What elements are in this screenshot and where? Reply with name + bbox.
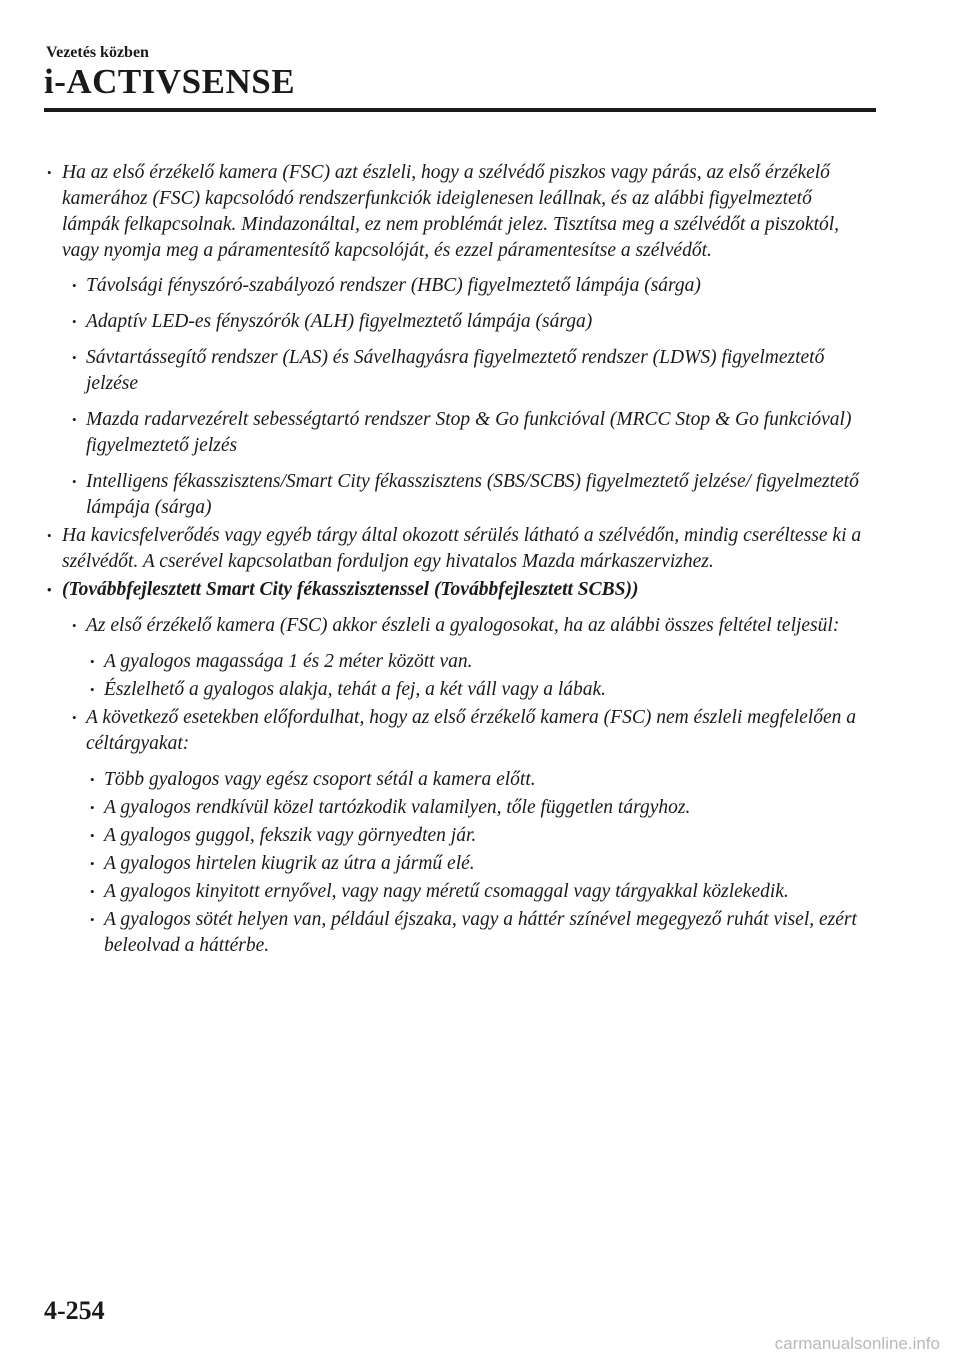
bullet-item: • Sávtartássegítő rendszer (LAS) és Sávelhagyásra figyelmeztető rendszer (LDWS) figyelmeztető jelzése — [46, 345, 872, 397]
bullet-item: • Távolsági fényszóró-szabályozó rendszer (HBC) figyelmeztető lámpája (sárga) — [46, 273, 872, 299]
sub-bullet-item: • A gyalogos guggol, fekszik vagy görnyedten jár. — [46, 823, 872, 849]
bullet-item: • Az első érzékelő kamera (FSC) akkor észleli a gyalogosokat, ha az alábbi összes feltétel teljesül: — [46, 613, 872, 639]
bullet-item: • Mazda radarvezérelt sebességtartó rendszer Stop & Go funkcióval (MRCC Stop & Go funkcióval) figyelmeztető jelzés — [46, 407, 872, 459]
sub-bullet-item: • A gyalogos magassága 1 és 2 méter között van. — [46, 649, 872, 675]
bullet-item: • Intelligens fékasszisztens/Smart City fékasszisztens (SBS/SCBS) figyelmeztető jelzése/ figyelmeztető lámpája (sárga) — [46, 469, 872, 521]
sub-bullet-item: • Észlelhető a gyalogos alakja, tehát a fej, a két váll vagy a lábak. — [46, 677, 872, 703]
sub-bullet-item: • A gyalogos sötét helyen van, például éjszaka, vagy a háttér színével megegyező ruhát visel, ezért beleolvad a háttérbe. — [46, 907, 872, 959]
sub-bullet-item: • A gyalogos rendkívül közel tartózkodik valamilyen, tőle független tárgyhoz. — [46, 795, 872, 821]
page-number: 4-254 — [44, 1296, 105, 1325]
bullet-item: • Ha az első érzékelő kamera (FSC) azt észleli, hogy a szélvédő piszkos vagy párás, az első érzékelő kamerához (FSC) kapcsolódó rendszerfunkciók ideiglenesen leállnak, és az alábbi figyelmeztető lámpák felkapcsolnak. Mindazonáltal, ez nem problémát jelez. Tisztítsa meg a szélvédőt a piszoktól, vagy nyomja meg a páramentesítő kapcsolóját, és ezzel páramentesítse a szélvédőt. — [46, 160, 872, 264]
page-title: i-ACTIVSENSE — [44, 62, 296, 101]
bullet-item-heading: • (Továbbfejlesztett Smart City fékasszisztenssel (Továbbfejlesztett SCBS)) — [46, 577, 872, 603]
bullet-item: • Ha kavicsfelverődés vagy egyéb tárgy által okozott sérülés látható a szélvédőn, mindig cseréltesse ki a szélvédőt. A cserével kapcsolatban forduljon egy hivatalos Mazda márkaszervizhez. — [46, 523, 872, 575]
content-body — [46, 160, 872, 961]
bullet-item: • Adaptív LED-es fényszórók (ALH) figyelmeztető lámpája (sárga) — [46, 309, 872, 335]
sub-bullet-item: • A gyalogos hirtelen kiugrik az útra a jármű elé. — [46, 851, 872, 877]
section-label: Vezetés közben — [46, 44, 149, 61]
header-rule — [44, 108, 876, 112]
watermark-link[interactable]: carmanualsonline.info — [774, 1334, 940, 1353]
bullet-item: • A következő esetekben előfordulhat, hogy az első érzékelő kamera (FSC) nem észleli megfelelően a céltárgyakat: — [46, 705, 872, 757]
sub-bullet-item: • A gyalogos kinyitott ernyővel, vagy nagy méretű csomaggal vagy tárgyakkal közlekedik. — [46, 879, 872, 905]
sub-bullet-item: • Több gyalogos vagy egész csoport sétál a kamera előtt. — [46, 767, 872, 793]
